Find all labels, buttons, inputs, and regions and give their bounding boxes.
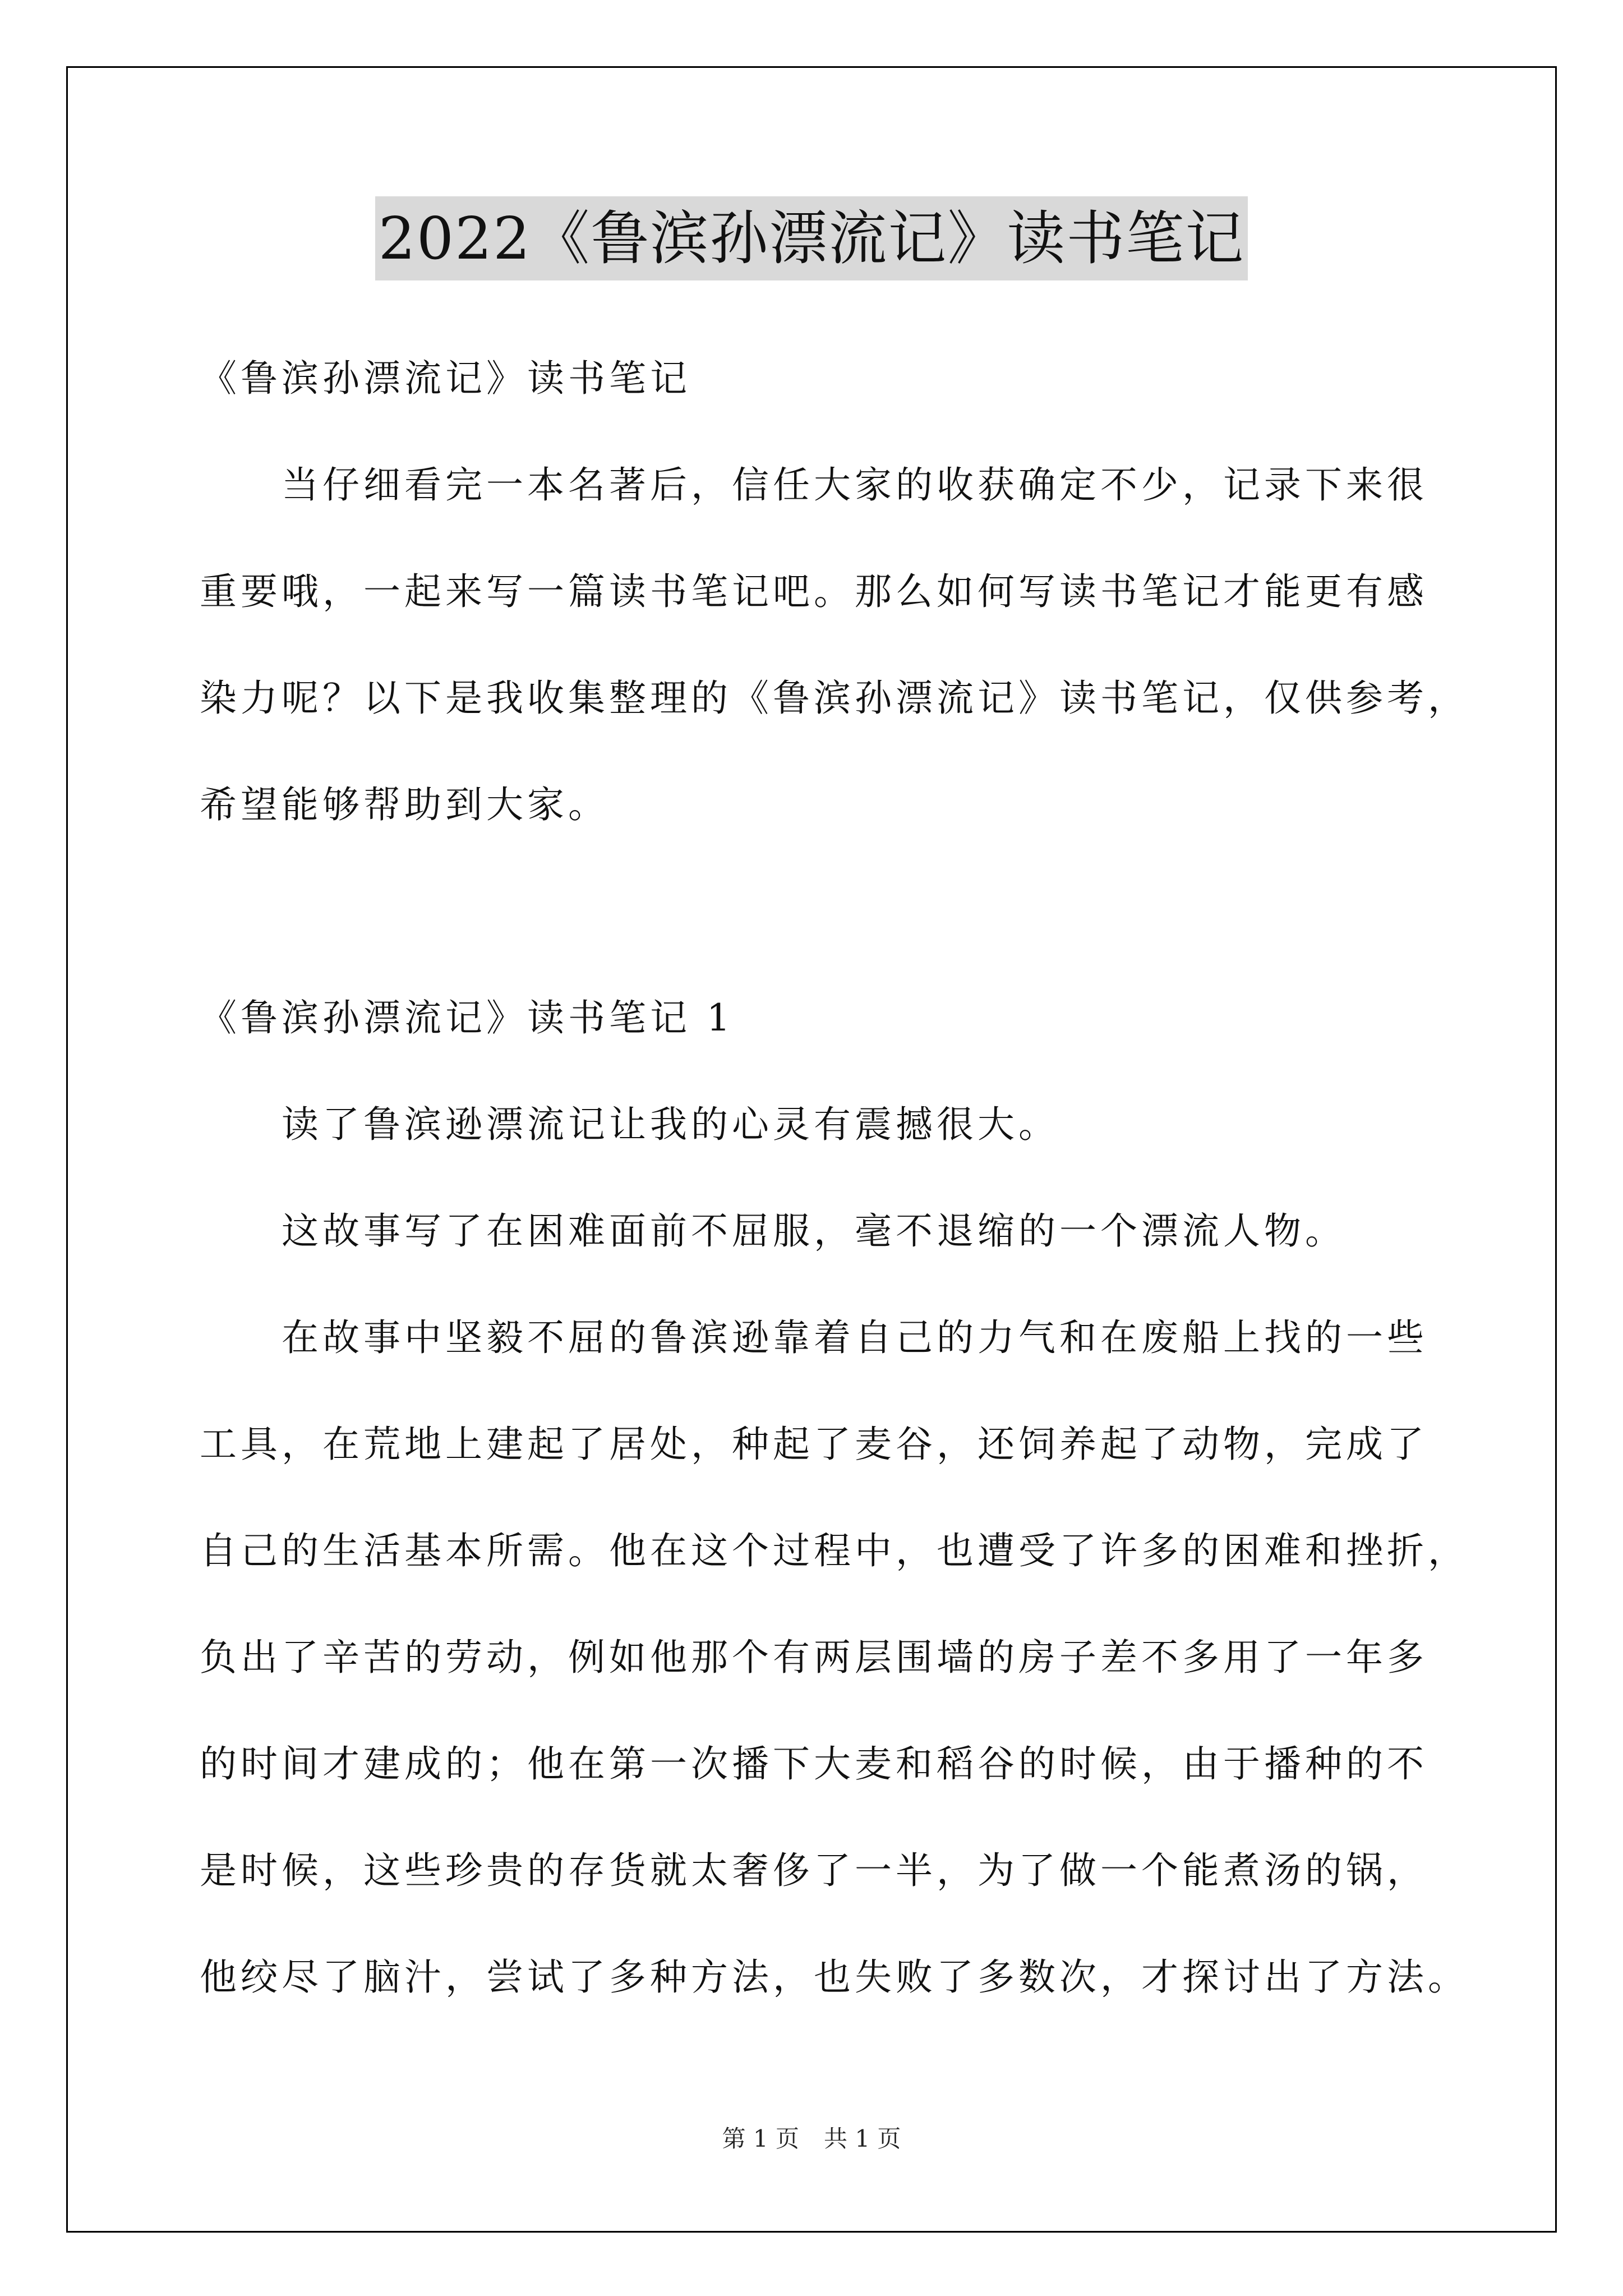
paragraph-line: 负出了辛苦的劳动，例如他那个有两层围墙的房子差不多用了一年多 [200, 1636, 1428, 1679]
paragraph-line: 他绞尽了脑汁，尝试了多种方法，也失败了多数次，才探讨出了方法。 [200, 1955, 1469, 1999]
page-footer [0, 2122, 1623, 2156]
paragraph-line: 重要哦，一起来写一篇读书笔记吧。那么如何写读书笔记才能更有感 [200, 570, 1428, 613]
paragraph-line: 在故事中坚毅不屈的鲁滨逊靠着自己的力气和在废船上找的一些 [282, 1316, 1428, 1359]
document-title: 2022《鲁滨孙漂流记》读书笔记 [375, 196, 1248, 280]
paragraph-line: 读了鲁滨逊漂流记让我的心灵有震撼很大。 [282, 1103, 1059, 1146]
page-number: 第 1 页 [722, 2125, 799, 2152]
paragraph-line: 是时候，这些珍贵的存货就太奢侈了一半，为了做一个能煮汤的锅， [200, 1849, 1428, 1892]
paragraph-line: 染力呢？以下是我收集整理的《鲁滨孙漂流记》读书笔记，仅供参考， [200, 677, 1469, 720]
page-total: 共 1 页 [824, 2125, 901, 2152]
paragraph-line: 的时间才建成的；他在第一次播下大麦和稻谷的时候，由于播种的不 [200, 1742, 1428, 1786]
paragraph-line: 这故事写了在困难面前不屈服，毫不退缩的一个漂流人物。 [282, 1209, 1346, 1253]
paragraph-line: 当仔细看完一本名著后，信任大家的收获确定不少，记录下来很 [282, 463, 1428, 507]
paragraph-line: 自己的生活基本所需。他在这个过程中，也遭受了许多的困难和挫折， [200, 1529, 1469, 1572]
section-heading: 《鲁滨孙漂流记》读书笔记 1 [200, 996, 734, 1039]
paragraph-line: 希望能够帮助到大家。 [200, 783, 609, 826]
section-heading: 《鲁滨孙漂流记》读书笔记 [200, 357, 691, 400]
title-container [0, 196, 1623, 280]
paragraph-line: 工具，在荒地上建起了居处，种起了麦谷，还饲养起了动物，完成了 [200, 1423, 1428, 1466]
